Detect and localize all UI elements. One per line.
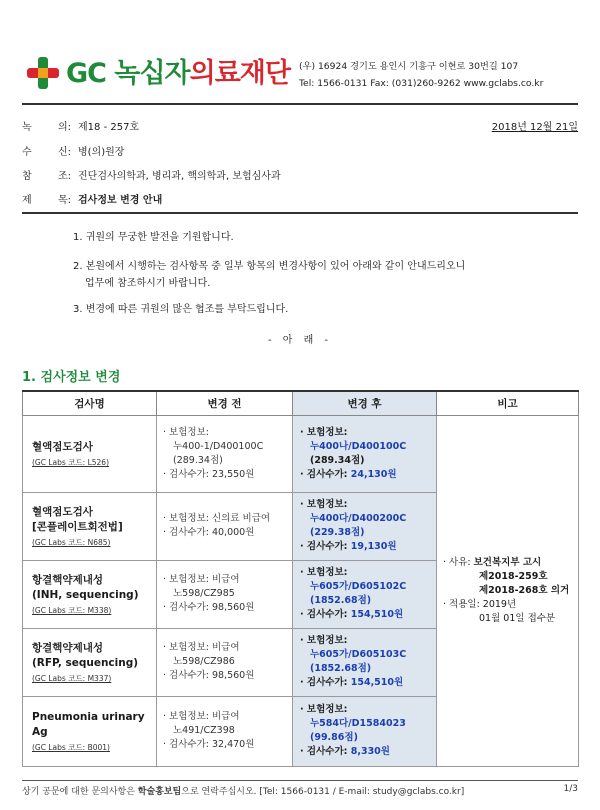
note-cell: · 사유: 보건복지부 고시 제2018-259호 제2018-268호 의거 · 적용일: 2019년 01월 01일 접수분: [437, 415, 579, 766]
after-cell: · 보험정보: 누400나/D400100C (289.34점) · 검사수가: 24,130원: [293, 415, 437, 492]
paragraph-1: 1. 귀원의 무궁한 발전을 기원합니다.: [73, 232, 234, 243]
test-name-cell: 혈액점도검사 (GC Labs 코드: L526): [23, 415, 157, 492]
table-row: [23, 415, 579, 492]
page-number: 1/3: [563, 784, 578, 794]
after-cell: · 보험정보: 누605가/D605102C (1852.68점) · 검사수가: 154,510원: [293, 560, 437, 628]
issue-date: 2018년 12월 21일: [491, 122, 578, 133]
header-note: 비고: [437, 391, 579, 415]
after-cell: · 보험정보: 누605가/D605103C (1852.68점) · 검사수가: 154,510원: [293, 628, 437, 696]
test-name-cell: 항결핵약제내성 (RFP, sequencing) (GC Labs 코드: M337): [23, 628, 157, 696]
gc-cross-logo-icon: [26, 56, 60, 90]
paragraph-2: 2. 본원에서 시행하는 검사항목 중 일부 항목의 변경사항이 있어 아래와 같이 안내드리오니 업무에 참조하시기 바랍니다.: [73, 261, 466, 289]
after-cell: · 보험정보: 누400다/D400200C (229.38점) · 검사수가: 19,130원: [293, 492, 437, 560]
before-cell: · 보험정보: 누400-1/D400100C (289.34점) · 검사수가: 23,550원: [157, 415, 293, 492]
after-cell: · 보험정보: 누584다/D1584023 (99.86점) · 검사수가: 8,330원: [293, 696, 437, 766]
header-test-name: 검사명: [23, 391, 157, 415]
paragraph-3: 3. 변경에 따른 귀원의 많은 협조를 부탁드립니다.: [73, 304, 289, 315]
footer-contact: 상기 공문에 대한 문의사항은 학술홍보팀으로 연락주십시오. [Tel: 1566-0131 / E-mail: study@gclabs.co.kr]: [22, 787, 465, 797]
header-divider: [22, 103, 578, 105]
before-cell: · 보험정보: 비급여 노598/CZ986 · 검사수가: 98,560원: [157, 628, 293, 696]
before-cell: · 보험정보: 비급여 노491/CZ398 · 검사수가: 32,470원: [157, 696, 293, 766]
section-title: 1. 검사정보 변경: [22, 370, 121, 385]
before-cell: · 보험정보: 신의료 비급여 · 검사수가: 40,000원: [157, 492, 293, 560]
brand-name: GC 녹십자의료재단: [66, 58, 290, 89]
below-marker: - 아 래 -: [267, 335, 333, 346]
before-cell: · 보험정보: 비급여 노598/CZ985 · 검사수가: 98,560원: [157, 560, 293, 628]
header-before: 변경 전: [157, 391, 293, 415]
footer-divider: [22, 780, 578, 781]
test-change-table: [22, 390, 579, 767]
header-after: 변경 후: [293, 391, 437, 415]
memo-divider: [22, 212, 578, 214]
test-name-cell: Pneumonia urinary Ag (GC Labs 코드: B001): [23, 696, 157, 766]
company-address: (우) 16924 경기도 용인시 기흥구 이현로 30번길 107 Tel: 1566-0131 Fax: (031)260-9262 www.gclabs.co.kr: [299, 61, 544, 89]
letterhead: [22, 48, 578, 98]
test-name-cell: 항결핵약제내성 (INH, sequencing) (GC Labs 코드: M338): [23, 560, 157, 628]
test-name-cell: 혈액점도검사 [콘플레이트회전법] (GC Labs 코드: N685): [23, 492, 157, 560]
